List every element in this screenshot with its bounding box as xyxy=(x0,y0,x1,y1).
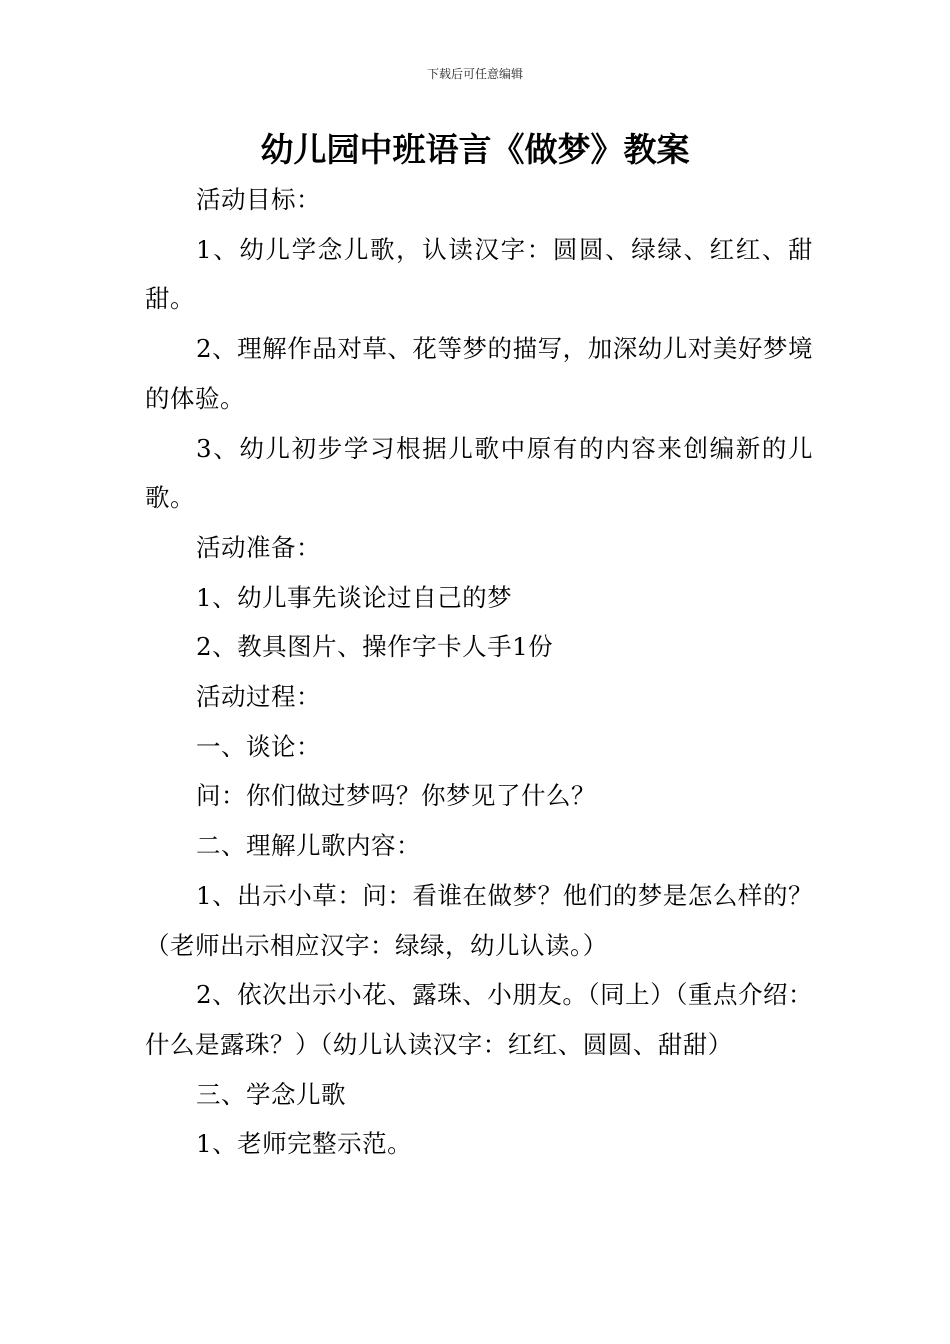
paragraph: 1、幼儿事先谈论过自己的梦 xyxy=(196,582,513,612)
paragraph: 2、教具图片、操作字卡人手1份 xyxy=(196,632,554,662)
paragraph: 3、幼儿初步学习根据儿歌中原有的内容来创编新的儿歌。 xyxy=(145,433,813,513)
paragraph: 1、老师完整示范。 xyxy=(196,1129,413,1159)
document-body xyxy=(145,175,813,1169)
section-heading-preparation: 活动准备： xyxy=(196,532,321,562)
section-heading-goals: 活动目标： xyxy=(196,185,321,214)
document-title: 幼儿园中班语言《做梦》教案 xyxy=(260,130,690,169)
paragraph: 三、学念儿歌 xyxy=(196,1079,346,1109)
paragraph: 1、出示小草：问：看谁在做梦？他们的梦是怎么样的？（老师出示相应汉字：绿绿，幼儿认读。） xyxy=(145,880,813,960)
paragraph: 2、依次出示小花、露珠、小朋友。（同上）（重点介绍：什么是露珠？）（幼儿认读汉字：红红、圆圆、甜甜） xyxy=(145,980,813,1059)
paragraph: 2、理解作品对草、花等梦的描写，加深幼儿对美好梦境的体验。 xyxy=(145,334,813,413)
paragraph: 1、幼儿学念儿歌，认读汉字：圆圆、绿绿、红红、甜甜。 xyxy=(145,234,813,314)
section-heading-process: 活动过程： xyxy=(196,682,321,712)
paragraph: 二、理解儿歌内容： xyxy=(196,831,421,861)
paragraph: 一、谈论： xyxy=(196,731,321,761)
paragraph: 问：你们做过梦吗？你梦见了什么？ xyxy=(196,781,596,811)
header-note: 下载后可任意编辑 xyxy=(426,67,523,81)
